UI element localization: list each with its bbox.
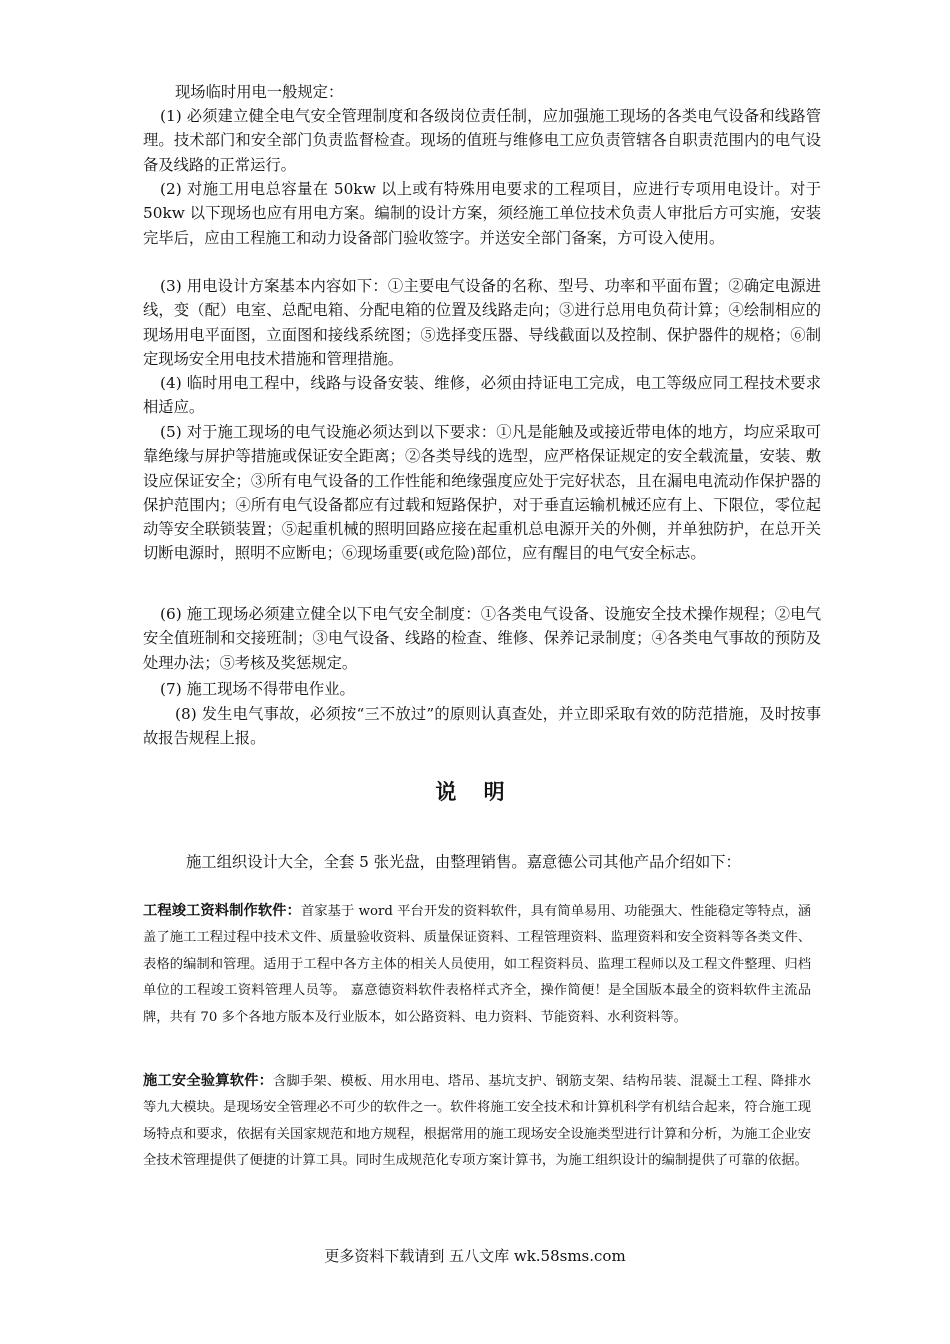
regulation-item-4: (4) 临时用电工程中，线路与设备安装、维修，必须由持证电工完成，电工等级应同工程技术要求相适应。	[143, 374, 821, 417]
regulation-item-2: (2) 对施工用电总容量在 50kw 以上或有特殊用电要求的工程项目，应进行专项用电设计。对于 50kw 以下现场也应有用电方案。编制的设计方案，须经施工单位技术负责人审批后方可实施，安装完毕后，应由工程施工和动力设备部门验收签字。并送安全部门备案，方可设入使用。	[143, 180, 821, 247]
regulation-item-5: (5) 对于施工现场的电气设施必须达到以下要求：①凡是能触及或接近带电体的地方，均应采取可靠绝缘与屏护等措施或保证安全距离；②各类导线的选型，应严格保证规定的安全载流量，安装、敷设应保证安全；③所有电气设备的工作性能和绝缘强度应处于完好状态，且在漏电电流动作保护器的保护范围内；④所有电气设备都应有过载和短路保护，对于垂直运输机械还应有上、下限位，零位起动等安全联锁装置；⑤起重机械的照明回路应接在起重机总电源开关的外侧，并单独防护，在总开关切断电源时，照明不应断电；⑥现场重要(或危险)部位，应有醒目的电气安全标志。	[143, 423, 821, 563]
product-2	[143, 1068, 811, 1175]
regulation-item-2-block	[143, 177, 821, 250]
regulations-heading: 现场临时用电一般规定：	[175, 83, 344, 101]
regulation-item-5-block	[143, 420, 821, 566]
product-1-name: 工程竣工资料制作软件：	[143, 903, 301, 919]
notice-intro: 施工组织设计大全，全套 5 张光盘，由整理销售。嘉意德公司其他产品介绍如下：	[186, 853, 741, 871]
footer-link-text[interactable]: 更多资料下载请到 五八文库 wk.58sms.com	[324, 1247, 626, 1265]
regulation-item-7: (7) 施工现场不得带电作业。	[160, 680, 355, 698]
product-1-desc: 首家基于 word 平台开发的资料软件，具有简单易用、功能强大、性能稳定等特点，涵盖了施工工程过程中技术文件、质量验收资料、质量保证资料、工程管理资料、监理资料和安全资料等各类文件、表格的编制和管理。适用于工程中各方主体的相关人员使用，如工程资料员、监理工程师以及工程文件整理、归档单位的工程竣工资料管理人员等。 嘉意德资料软件表格样式齐全，操作简便！是全国版本最全的资料软件主流品牌，共有 70 多个各地方版本及行业版本，如公路资料、电力资料、节能资料、水利资料等。	[143, 904, 811, 1025]
regulation-item-4-block	[143, 371, 821, 420]
regulation-item-3-block	[143, 274, 821, 371]
regulations-section	[143, 80, 821, 104]
regulation-item-8-block	[143, 702, 821, 751]
regulation-item-6: (6) 施工现场必须建立健全以下电气安全制度：①各类电气设备、设施安全技术操作规程；②电气安全值班制和交接班制；③电气设备、线路的检查、维修、保养记录制度；④各类电气事故的预防及处理办法；⑤考核及奖惩规定。	[143, 605, 821, 672]
notice-title: 说 明	[435, 779, 515, 804]
regulation-item-6-block	[143, 602, 821, 675]
regulation-item-1-block	[143, 104, 821, 177]
regulation-item-1: (1) 必须建立健全电气安全管理制度和各级岗位责任制，应加强施工现场的各类电气设备和线路管理。技术部门和安全部门负责监督检查。现场的值班与维修电工应负责管辖各自职责范围内的电气设备及线路的正常运行。	[143, 107, 821, 174]
regulation-item-8: (8) 发生电气事故，必须按“三不放过”的原则认真查处，并立即采取有效的防范措施，及时按事故报告规程上报。	[143, 705, 821, 748]
product-2-desc: 含脚手架、模板、用水用电、塔吊、基坑支护、钢筋支架、结构吊装、混凝土工程、降排水等九大模块。是现场安全管理必不可少的软件之一。软件将施工安全技术和计算机科学有机结合起来，符合施工现场特点和要求，依据有关国家规范和地方规程，根据常用的施工现场安全设施类型进行计算和分析，为施工企业安全技术管理提供了便捷的计算工具。同时生成规范化专项方案计算书，为施工组织设计的编制提供了可靠的依据。	[143, 1074, 812, 1169]
regulation-item-3: (3) 用电设计方案基本内容如下：①主要电气设备的名称、型号、功率和平面布置；②确定电源进线，变（配）电室、总配电箱、分配电箱的位置及线路走向；③进行总用电负荷计算；④绘制相应的现场用电平面图，立面图和接线系统图；⑤选择变压器、导线截面以及控制、保护器件的规格；⑥制定现场安全用电技术措施和管理措施。	[143, 277, 821, 368]
regulation-item-7-block	[143, 677, 821, 701]
product-2-name: 施工安全验算软件：	[143, 1073, 274, 1089]
product-1	[143, 898, 811, 1031]
